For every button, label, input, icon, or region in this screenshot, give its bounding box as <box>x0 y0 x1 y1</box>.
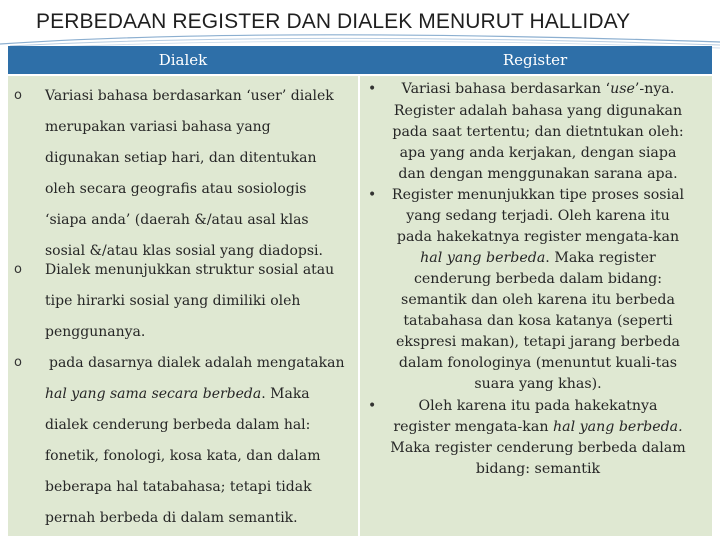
register-item-2-line-10: suara yang khas). <box>474 376 602 392</box>
register-item-1-line-1-tail: ’-nya. <box>634 81 675 97</box>
dialek-item-3-line-3: dialek cenderung berbeda dalam hal: <box>45 417 311 433</box>
slide-title: PERBEDAAN REGISTER DAN DIALEK MENURUT HALLIDAY <box>36 10 631 33</box>
dialek-item-3-line-1: pada dasarnya dialek adalah mengatakan <box>49 355 345 371</box>
register-item-1-italic-use: use <box>610 81 635 97</box>
register-item-3-line-2 <box>378 419 698 436</box>
dot-bullet-icon: • <box>368 187 377 203</box>
dot-bullet-icon: • <box>368 81 377 97</box>
register-item-1-line-3: pada saat tertentu; dan dietntukan oleh: <box>392 124 684 140</box>
dialek-item-3-line-5: beberapa hal tatabahasa; tetapi tidak <box>45 479 312 495</box>
dot-bullet-icon: • <box>368 398 377 414</box>
register-item-2-line-9: dalam fonologinya (menuntut kuali-tas <box>398 355 678 371</box>
dialek-item-3-line-2 <box>45 386 310 402</box>
hollow-circle-bullet-icon: o <box>14 262 22 277</box>
register-item-2-line-1: Register menunjukkan tipe proses sosial <box>391 187 685 203</box>
register-item-3-line-2-head: register mengata-kan <box>393 419 553 435</box>
header-divider <box>8 74 712 76</box>
hollow-circle-bullet-icon: o <box>14 355 22 370</box>
dialek-item-1-line-2: merupakan variasi bahasa yang <box>45 119 271 135</box>
register-item-2-line-3: pada hakekatnya register mengata-kan <box>396 229 680 245</box>
header-dialek: Dialek <box>158 51 208 69</box>
column-divider <box>358 74 360 536</box>
dialek-item-2-line-2: tipe hirarki sosial yang dimiliki oleh <box>45 293 301 309</box>
register-item-1-line-1-head: Variasi bahasa berdasarkan ‘ <box>401 81 611 97</box>
register-item-1-line-2: Register adalah bahasa yang digunakan <box>393 103 683 119</box>
dialek-item-1-line-4: oleh secara geografis atau sosiologis <box>45 181 307 197</box>
register-item-2-line-4-tail: . Maka register <box>545 250 656 266</box>
dialek-item-3-line-4: fonetik, fonologi, kosa kata, dan dalam <box>45 448 321 464</box>
dialek-item-3-line-2-tail: . Maka <box>261 386 310 402</box>
register-item-1-line-5: dan dengan menggunakan sarana apa. <box>398 166 678 182</box>
register-item-1-line-4: apa yang anda kerjakan, dengan siapa <box>399 145 677 161</box>
register-item-1-line-1 <box>378 81 698 98</box>
table-header-row <box>8 46 712 74</box>
register-item-2-line-7: tatabahasa dan kosa katanya (seperti <box>403 313 673 329</box>
dialek-item-2-line-1: Dialek menunjukkan struktur sosial atau <box>45 262 335 278</box>
dialek-item-1-line-3: digunakan setiap hari, dan ditentukan <box>45 150 317 166</box>
dialek-item-2-line-3: penggunanya. <box>45 324 146 340</box>
header-register: Register <box>502 51 568 69</box>
register-item-2-line-6: semantik dan oleh karena itu berbeda <box>401 292 675 308</box>
hollow-circle-bullet-icon: o <box>14 88 22 103</box>
register-item-3-line-4: bidang: semantik <box>475 461 601 477</box>
register-item-3-line-1: Oleh karena itu pada hakekatnya <box>418 398 658 414</box>
register-item-2-line-4 <box>378 250 698 267</box>
register-item-2-line-2: yang sedang terjadi. Oleh karena itu <box>406 208 670 224</box>
register-item-2-italic-phrase: hal yang berbeda <box>420 250 546 266</box>
register-item-2-line-8: ekspresi makan), tetapi jarang berbeda <box>395 334 680 350</box>
comparison-table <box>8 46 712 536</box>
register-item-3-line-3: Maka register cenderung berbeda dalam <box>390 440 686 456</box>
register-item-3-italic-phrase: hal yang berbeda. <box>553 419 683 435</box>
dialek-item-3-line-6: pernah berbeda di dalam semantik. <box>45 510 298 526</box>
register-item-2-line-5: cenderung berbeda dalam bidang: <box>413 271 663 287</box>
dialek-item-3-italic-phrase: hal yang sama secara berbeda <box>45 386 262 402</box>
dialek-item-1-line-1: Variasi bahasa berdasarkan ‘user’ dialek <box>45 88 334 104</box>
dialek-item-1-line-5: ‘siapa anda’ (daerah &/atau asal klas <box>45 212 309 228</box>
dialek-item-1-line-6: sosial &/atau klas sosial yang diadopsi. <box>45 243 323 259</box>
